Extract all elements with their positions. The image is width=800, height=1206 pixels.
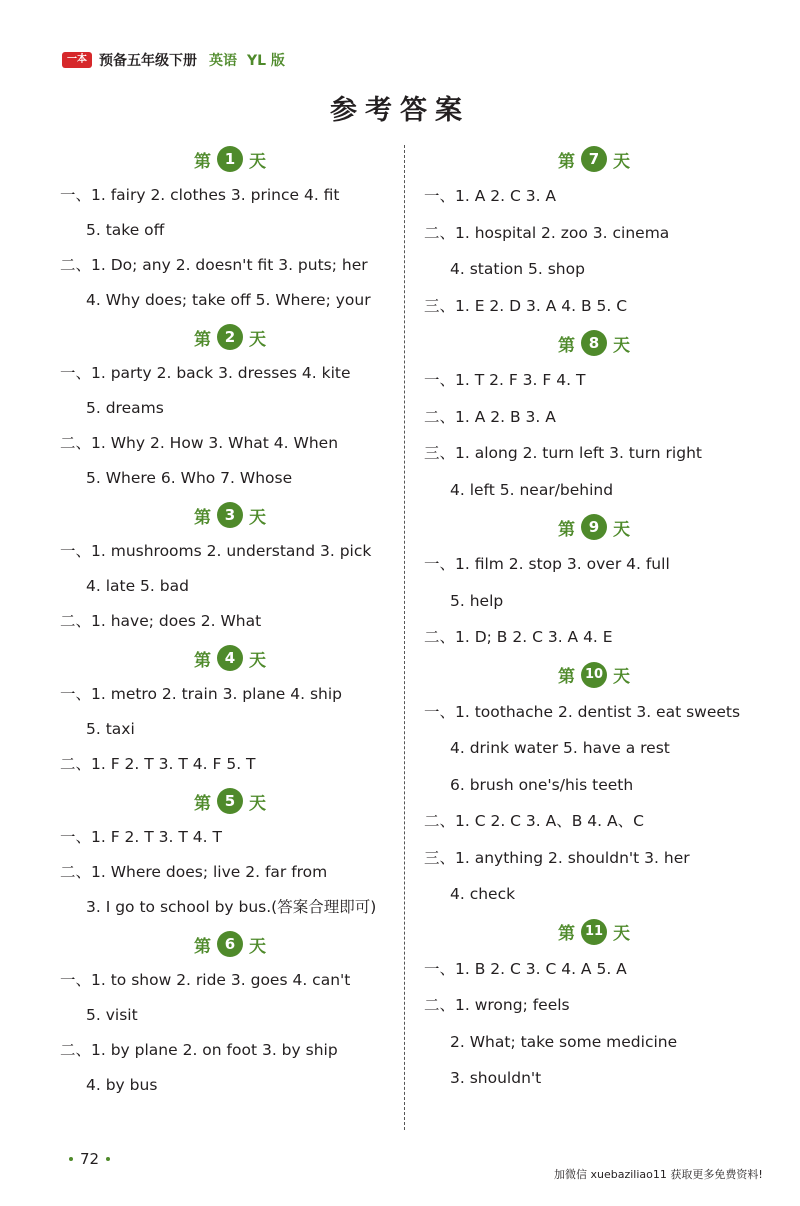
book-header — [62, 50, 285, 70]
publisher-logo: 一本 — [62, 52, 92, 68]
page-title: 参考答案 — [330, 95, 470, 126]
day-prefix: 第 — [558, 667, 575, 687]
answer-line: 一、1. T 2. F 3. F 4. T — [424, 371, 586, 389]
day-prefix: 第 — [194, 329, 211, 350]
day-prefix: 第 — [558, 924, 575, 944]
day-prefix: 第 — [558, 335, 575, 356]
day-suffix: 天 — [613, 924, 630, 944]
answer-line: 一、1. B 2. C 3. C 4. A 5. A — [424, 959, 627, 978]
answer-line: 二、1. C 2. C 3. A、B 4. A、C — [424, 812, 644, 830]
day-number-badge: 7 — [581, 146, 607, 172]
day-heading-2 — [60, 318, 400, 356]
day-suffix: 天 — [249, 936, 266, 957]
day-heading-7 — [424, 140, 764, 178]
day-number-badge: 4 — [217, 645, 243, 671]
answer-line: 三、1. E 2. D 3. A 4. B 5. C — [424, 296, 628, 315]
answer-line: 二、1. D; B 2. C 3. A 4. E — [424, 628, 613, 646]
answer-line: 4. by bus — [86, 1076, 158, 1094]
day-number-badge: 10 — [581, 662, 607, 688]
answer-line: 4. drink water 5. have a rest — [450, 739, 670, 757]
day-suffix: 天 — [613, 667, 630, 687]
answer-line: 一、1. mushrooms 2. understand 3. pick — [60, 542, 372, 560]
answer-line: 二、1. F 2. T 3. T 4. F 5. T — [60, 755, 256, 773]
day-number-badge: 1 — [217, 146, 243, 172]
day-prefix: 第 — [194, 507, 211, 528]
day-heading-1 — [60, 140, 400, 178]
day-suffix: 天 — [249, 329, 266, 350]
answer-line: 二、1. wrong; feels — [424, 996, 570, 1014]
answer-line: 5. take off — [86, 221, 165, 239]
answer-line: 二、1. hospital 2. zoo 3. cinema — [424, 223, 670, 242]
left-column — [60, 140, 400, 1103]
day-heading-4 — [60, 639, 400, 677]
answer-line: 5. dreams — [86, 399, 164, 417]
column-divider — [404, 145, 405, 1130]
answer-line: 3. I go to school by bus.(答案合理即可) — [86, 898, 377, 916]
book-edition: YL 版 — [247, 53, 285, 69]
answer-line: 二、1. by plane 2. on foot 3. by ship — [60, 1041, 338, 1059]
answer-line: 一、1. party 2. back 3. dresses 4. kite — [60, 364, 351, 382]
day-number-badge: 3 — [217, 502, 243, 528]
day-number-badge: 8 — [581, 330, 607, 356]
day-number-badge: 5 — [217, 788, 243, 814]
day-suffix: 天 — [613, 151, 630, 172]
day-heading-10 — [424, 656, 764, 694]
answer-line: 一、1. metro 2. train 3. plane 4. ship — [60, 685, 342, 703]
day-prefix: 第 — [194, 793, 211, 814]
day-prefix: 第 — [558, 151, 575, 172]
day-suffix: 天 — [249, 151, 266, 172]
answer-line: 5. visit — [86, 1006, 138, 1024]
answer-line: 一、1. toothache 2. dentist 3. eat sweets — [424, 702, 741, 721]
watermark-text: 加微信 xuebaziliao11 获取更多免费资料! — [554, 1168, 763, 1181]
answer-line: 二、1. Where does; live 2. far from — [60, 863, 328, 881]
bullet-dot-icon — [106, 1157, 110, 1161]
day-prefix: 第 — [194, 650, 211, 671]
day-number-badge: 6 — [217, 931, 243, 957]
answer-line: 一、1. F 2. T 3. T 4. T — [60, 828, 222, 846]
day-prefix: 第 — [194, 151, 211, 172]
answer-line: 4. Why does; take off 5. Where; your — [86, 291, 371, 309]
day-suffix: 天 — [249, 507, 266, 528]
day-suffix: 天 — [249, 793, 266, 814]
answer-line: 4. late 5. bad — [86, 577, 189, 595]
answer-line: 三、1. anything 2. shouldn't 3. her — [424, 848, 690, 867]
page-number-text: 72 — [80, 1150, 100, 1168]
answer-line: 三、1. along 2. turn left 3. turn right — [424, 444, 702, 462]
day-prefix: 第 — [558, 519, 575, 540]
answer-line: 4. left 5. near/behind — [450, 480, 614, 499]
right-column — [424, 140, 764, 1097]
day-heading-9 — [424, 508, 764, 546]
day-number-badge: 9 — [581, 514, 607, 540]
day-suffix: 天 — [613, 335, 630, 356]
book-subject: 英语 — [209, 53, 237, 69]
page-number — [62, 1150, 117, 1168]
day-heading-5 — [60, 782, 400, 820]
answer-line: 2. What; take some medicine — [450, 1032, 678, 1051]
answer-line: 一、1. film 2. stop 3. over 4. full — [424, 555, 670, 573]
answer-line: 一、1. fairy 2. clothes 3. prince 4. fit — [60, 186, 340, 204]
day-number-badge: 2 — [217, 324, 243, 350]
answer-line: 二、1. A 2. B 3. A — [424, 407, 556, 426]
day-heading-3 — [60, 496, 400, 534]
day-heading-8 — [424, 324, 764, 362]
answer-line: 4. check — [450, 885, 516, 903]
bullet-dot-icon — [69, 1157, 73, 1161]
answer-line: 二、1. Do; any 2. doesn't fit 3. puts; her — [60, 256, 368, 274]
answer-line: 5. help — [450, 591, 504, 610]
day-number-badge: 11 — [581, 919, 607, 945]
day-prefix: 第 — [194, 936, 211, 957]
day-suffix: 天 — [613, 519, 630, 540]
answer-line: 一、1. to show 2. ride 3. goes 4. can't — [60, 971, 351, 989]
book-title: 预备五年级下册 — [99, 53, 197, 69]
answer-line: 5. Where 6. Who 7. Whose — [86, 469, 293, 487]
answer-line: 二、1. Why 2. How 3. What 4. When — [60, 434, 339, 452]
answer-line: 5. taxi — [86, 720, 135, 738]
answer-line: 二、1. have; does 2. What — [60, 612, 262, 630]
day-heading-11 — [424, 913, 764, 951]
day-suffix: 天 — [249, 650, 266, 671]
day-heading-6 — [60, 925, 400, 963]
answer-line: 3. shouldn't — [450, 1069, 542, 1087]
answer-line: 4. station 5. shop — [450, 260, 585, 278]
answer-line: 一、1. A 2. C 3. A — [424, 187, 557, 205]
answer-line: 6. brush one's/his teeth — [450, 775, 634, 794]
